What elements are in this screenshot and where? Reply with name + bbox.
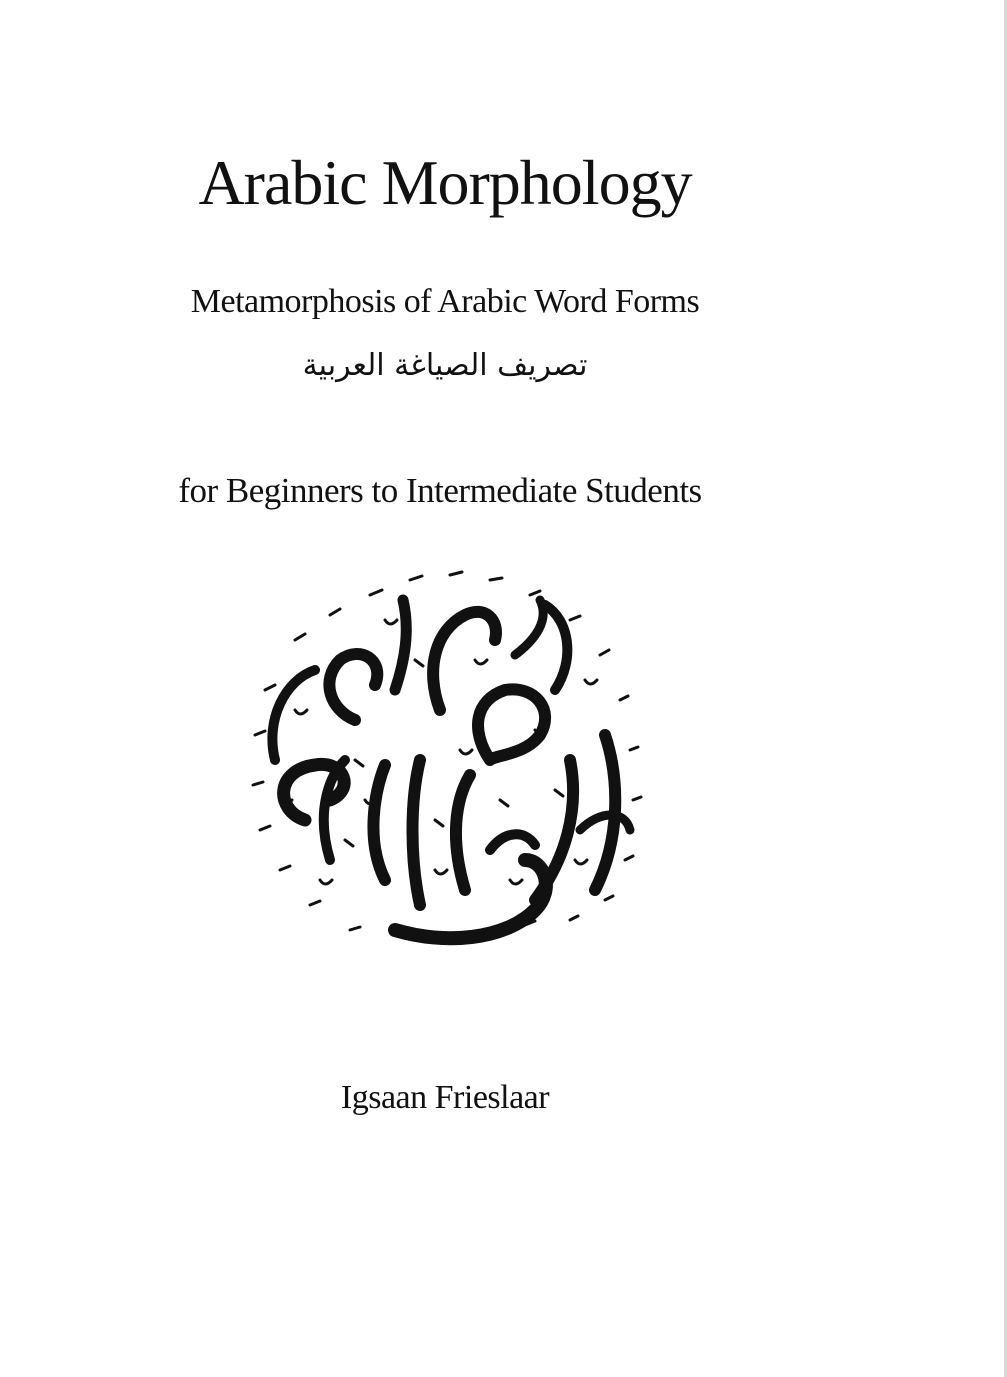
audience-line: for Beginners to Intermediate Students: [178, 471, 702, 510]
book-subtitle: Metamorphosis of Arabic Word Forms: [190, 283, 700, 320]
arabic-calligraphy-emblem: [235, 560, 645, 955]
book-title: Arabic Morphology: [198, 147, 692, 218]
arabic-subtitle: تصريف الصياغة العربية: [302, 348, 588, 383]
calligraphy-svg: [235, 560, 645, 955]
author-name: Igsaan Frieslaar: [340, 1079, 550, 1116]
